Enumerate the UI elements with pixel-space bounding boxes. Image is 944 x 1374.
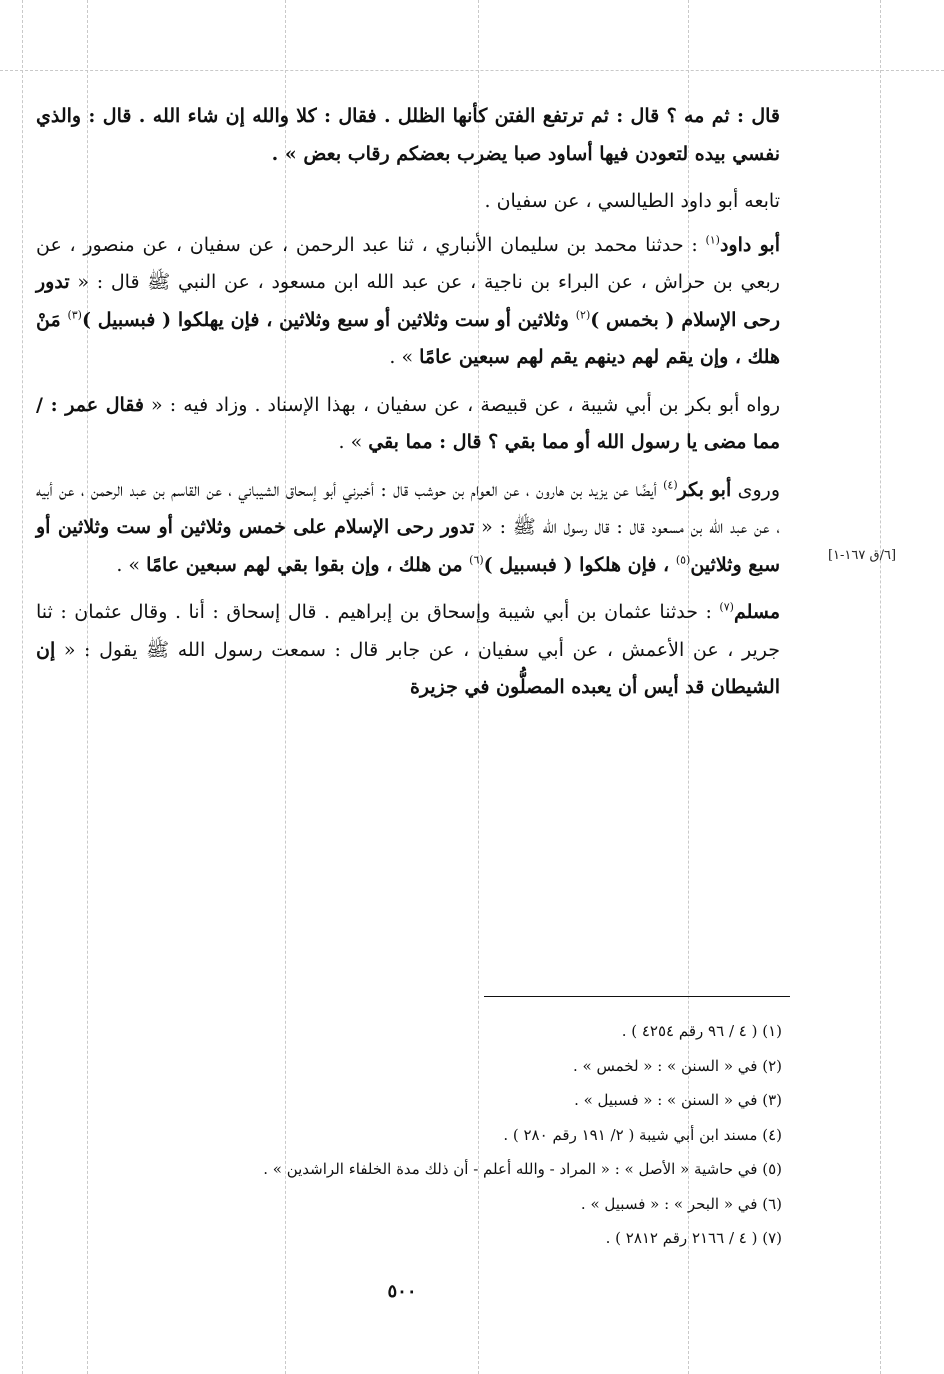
paragraph-3 bbox=[36, 227, 780, 377]
page-number: ٥٠٠ bbox=[387, 1281, 417, 1302]
footnote-2: (٢) في « السنن » : « لخمس » . bbox=[572, 1056, 782, 1075]
footnote-ref: (٤) bbox=[663, 478, 678, 492]
footnote-divider bbox=[484, 996, 790, 997]
footnote-5: (٥) في حاشية « الأصل » : « المراد - والله أعلم - أن ذلك مدة الخلفاء الراشدين » . bbox=[263, 1160, 782, 1178]
paragraph-1: قال : ثم مه ؟ قال : ثم ترتفع الفتن كأنها الظلل . فقال : كلا والله إن شاء الله . قال : والذي نفسي بيده لتعودن فيها أساود صبا يضرب بعضكم رقاب بعض » . bbox=[36, 105, 780, 165]
hadith-text: تدور رحى الإسلام على خمس وثلاثين أو ست وثلاثين أو سبع وثلاثين bbox=[36, 516, 780, 576]
scan-guide-line bbox=[22, 0, 23, 1374]
hadith-text: من هلك ، وإن بقوا بقي لهم سبعين عامًا bbox=[146, 553, 470, 576]
hadith-text: تدور رحى الإسلام ( بخمس ) bbox=[36, 271, 780, 331]
hadith-text: فقال عمر : / مما مضى يا رسول الله أو مما بقي ؟ قال : مما بقي bbox=[36, 393, 780, 453]
quote-end: » . bbox=[116, 553, 147, 576]
isnad-text: رواه أبو بكر بن أبي شيبة ، عن قبيصة ، عن سفيان ، بهذا الإسناد . وزاد فيه : « bbox=[143, 393, 780, 416]
footnote-7: (٧) ( ٤ / ٢١٦٦ رقم ٢٨١٢ ) . bbox=[605, 1229, 782, 1247]
narrator-name: أبو داود bbox=[719, 233, 780, 256]
footnote-4: (٤) مسند ابن أبي شيبة ( ٢/ ١٩١ رقم ٢٨٠ ) . bbox=[503, 1125, 782, 1144]
footnotes bbox=[263, 1014, 782, 1256]
paragraph-4 bbox=[36, 387, 780, 462]
quote-end: » . bbox=[389, 346, 420, 368]
isnad-text: أيضًا عن يزيد بن هارون ، عن العوام بن حوشب قال : أخبرني أبو إسحاق الشيباني ، عن القاسم بن عبد الرحمن ، عن أبيه ، عن عبد الله بن مسعود قال : قال رسول الله ﷺ : « bbox=[36, 478, 780, 538]
isnad-text: وروى bbox=[731, 478, 781, 501]
paragraph-6 bbox=[36, 594, 780, 707]
scan-guide-line bbox=[880, 0, 881, 1374]
scan-guide-line bbox=[0, 70, 944, 71]
manuscript-folio-note: [٦/ق ١٦٧-١] bbox=[827, 548, 897, 563]
isnad-text: : حدثنا محمد بن سليمان الأنباري ، ثنا عبد الرحمن ، عن سفيان ، عن منصور ، عن ربعي بن حراش ، عن البراء بن ناجية ، عن عبد الله ابن مسعود ، عن النبي ﷺ قال : « bbox=[36, 233, 780, 293]
hadith-text: وثلاثين أو ست وثلاثين أو سبع وثلاثين ، فإن يهلكوا ( فبسبيل ) bbox=[81, 308, 576, 331]
footnote-3: (٣) في « السنن » : « فسبيل » . bbox=[574, 1091, 782, 1109]
quote-end: » . bbox=[338, 431, 369, 453]
footnote-ref: (٥) bbox=[675, 553, 691, 567]
hadith-text: إن الشيطان قد أيس أن يعبده المصلُّون في جزيرة bbox=[36, 638, 780, 698]
footnote-ref: (٦) bbox=[469, 553, 484, 567]
paragraph-5 bbox=[36, 472, 780, 585]
narrator-name: أبو بكر bbox=[677, 478, 732, 501]
footnote-1: (١) ( ٤ / ٩٦ رقم ٤٢٥٤ ) . bbox=[621, 1022, 782, 1040]
hadith-text: ، فإن هلكوا ( فبسبيل ) bbox=[483, 553, 676, 576]
hadith-text: مَنْ هلك ، وإن يقم لهم دينهم يقم لهم سبعين عامًا bbox=[36, 308, 780, 368]
footnote-ref: (٧) bbox=[719, 600, 734, 614]
footnote-ref: (٣) bbox=[67, 308, 82, 322]
isnad-text: : حدثنا عثمان بن أبي شيبة وإسحاق بن إبراهيم . قال إسحاق : أنا . وقال عثمان : ثنا جرير ، عن الأعمش ، عن أبي سفيان ، عن جابر قال : سمعت رسول الله ﷺ يقول : « bbox=[36, 601, 780, 661]
main-text bbox=[36, 98, 780, 717]
narrator-name: مسلم bbox=[733, 601, 780, 623]
footnote-ref: (٢) bbox=[575, 308, 591, 322]
paragraph-2: تابعه أبو داود الطيالسي ، عن سفيان . bbox=[484, 190, 780, 212]
footnote-6: (٦) في « البحر » : « فسبيل » . bbox=[580, 1194, 782, 1213]
footnote-ref: (١) bbox=[705, 233, 720, 247]
